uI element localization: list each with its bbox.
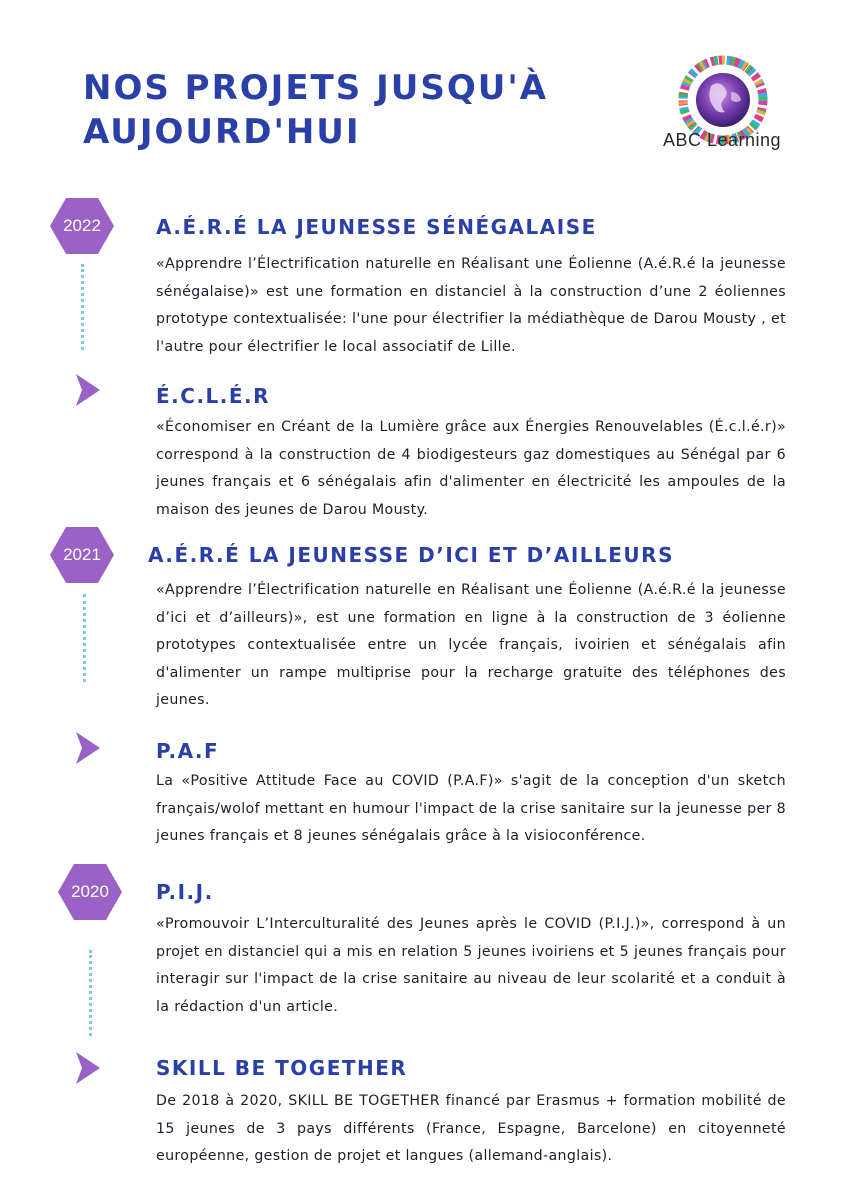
project-text-aere-ici-ailleurs: «Apprendre l’Électrification naturelle en Réalisant une Éolienne (A.é.R.é la jeunesse d’ici et d’ailleurs)», est une formation en ligne à la construction de 3 éolienne prototypes contextualisée entre un lycée français, ivoirien et sénégalais afin d'alimenter un rampe multiprise pour la recharge gratuite des téléphones des jeunes. <box>156 582 786 708</box>
chevron-right-icon <box>76 732 100 764</box>
year-badge-2021 <box>50 527 114 583</box>
project-title-pij: P.I.J. <box>156 880 214 904</box>
chevron-right-icon <box>76 374 100 406</box>
project-text-ecler: «Économiser en Créant de la Lumière grâce aux Énergies Renouvelables (É.c.l.é.r)» correspond à la construction de 4 biodigesteurs gaz domestiques au Sénégal par 6 jeunes français et 6 sénégalais afin d'alimenter en électricité les ampoules de la maison des jeunes de Darou Mousty. <box>156 419 786 518</box>
timeline-dots <box>81 264 84 350</box>
logo-brand-text: ABC Learning <box>662 130 782 150</box>
project-text-pij: «Promouvoir L’Interculturalité des Jeunes après le COVID (P.I.J.)», correspond à un projet en distanciel qui a mis en relation 5 jeunes ivoiriens et 5 jeunes français pour interagir sur l'impact de la crise sanitaire au niveau de leur scolarité et a conduit à la rédaction d'un article. <box>156 916 786 1015</box>
project-title-ecler: É.C.L.É.R <box>156 384 271 408</box>
year-label: 2021 <box>63 545 101 564</box>
page-title: NOS PROJETS JUSQU'À AUJOURD'HUI <box>83 68 549 152</box>
year-label: 2022 <box>63 216 101 235</box>
project-title-skill-be-together: SKILL BE TOGETHER <box>156 1056 408 1080</box>
year-badge-2022 <box>50 198 114 254</box>
project-text-aere-senegalaise: «Apprendre l’Électrification naturelle en Réalisant une Éolienne (A.é.R.é la jeunesse sénégalaise)» est une formation en distanciel à la construction d’une 2 éoliennes prototype contextualisée: l'une pour électrifier la médiathèque de Darou Mousty , et l'autre pour électrifier le local associatif de Lille. <box>156 256 786 355</box>
project-text-skill-be-together: De 2018 à 2020, SKILL BE TOGETHER financé par Erasmus + formation mobilité de 15 jeunes de 3 pays différents (France, Espagne, Barcelone) en citoyenneté européenne, gestion de projet et langues (allemand-anglais). <box>156 1093 786 1164</box>
project-title-paf: P.A.F <box>156 739 220 763</box>
project-title-aere-ici-ailleurs: A.É.R.É LA JEUNESSE D’ICI ET D’AILLEURS <box>148 543 674 567</box>
timeline-dots <box>89 950 92 1036</box>
chevron-right-icon <box>76 1052 100 1084</box>
project-text-paf: La «Positive Attitude Face au COVID (P.A.F)» s'agit de la conception d'un sketch français/wolof mettant en humour l'impact de la crise sanitaire sur la jeunesse per 8 jeunes français et 8 jeunes sénégalais grâce à la visioconférence. <box>156 773 786 844</box>
year-badge-2020 <box>58 864 122 920</box>
project-title-aere-senegalaise: A.É.R.É LA JEUNESSE SÉNÉGALAISE <box>156 215 597 239</box>
timeline-dots <box>83 594 86 682</box>
year-label: 2020 <box>71 882 109 901</box>
